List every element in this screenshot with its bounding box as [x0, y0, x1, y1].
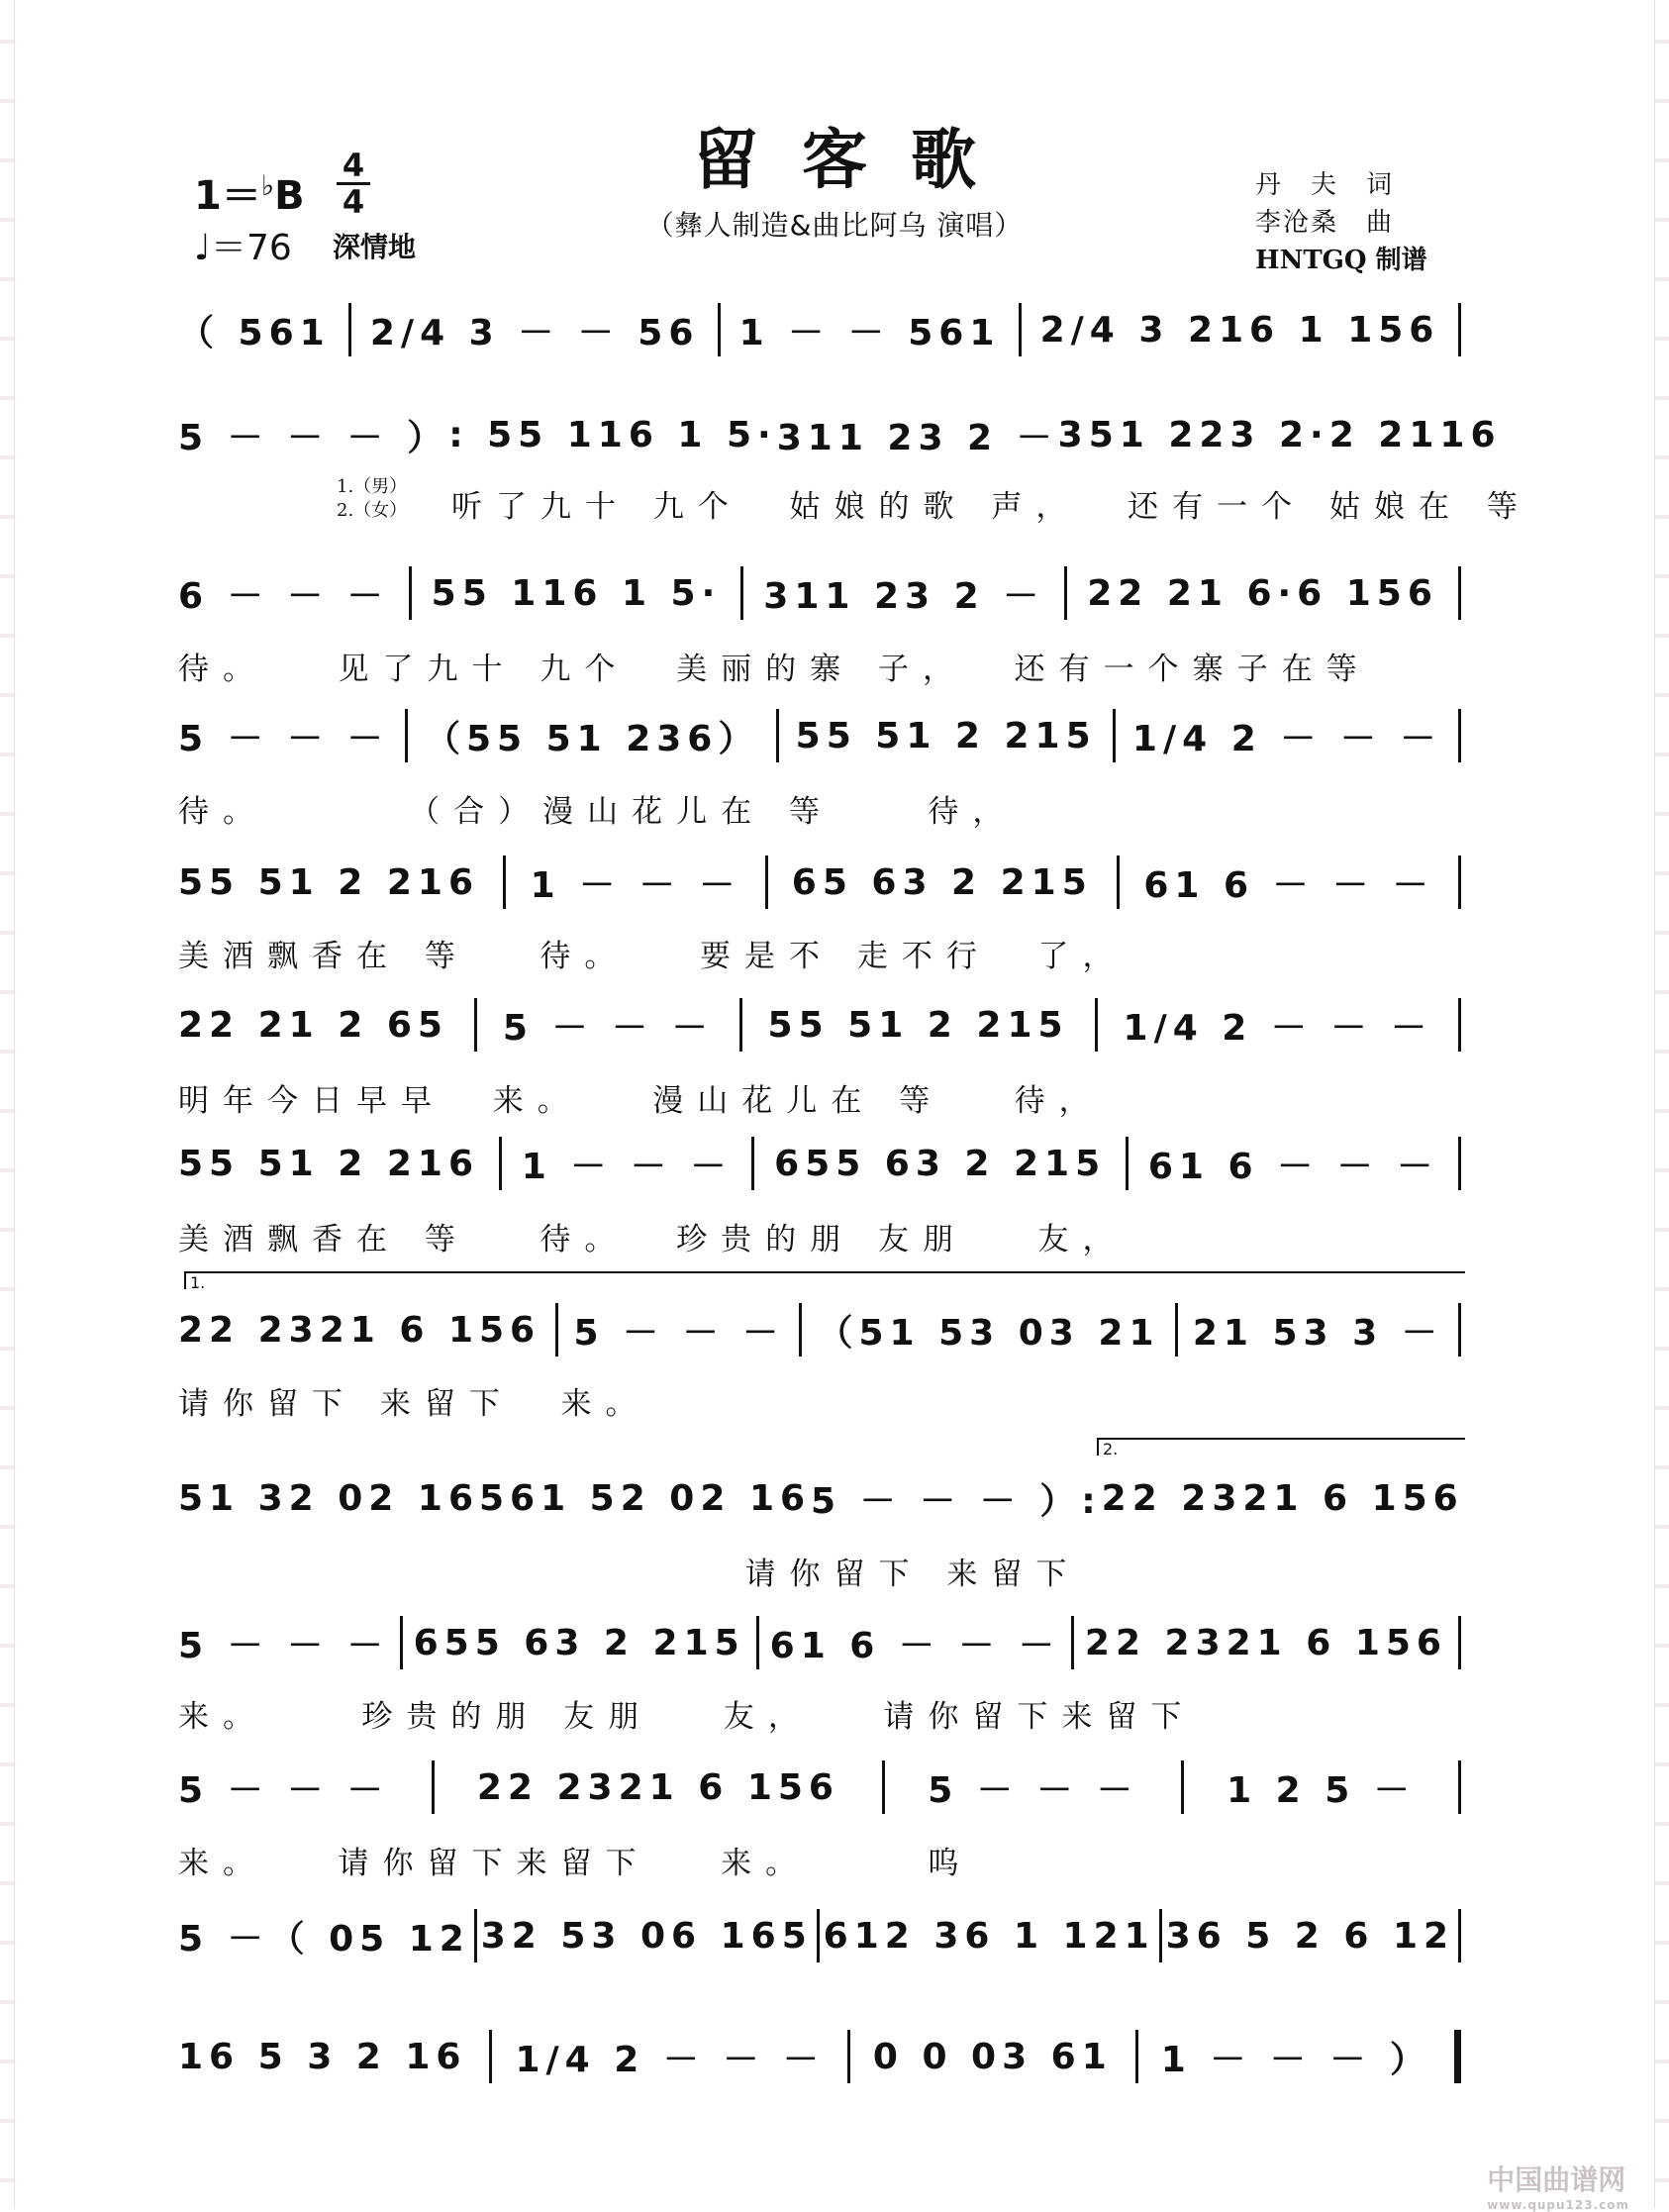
measure: 65 63 2 215	[791, 861, 1093, 903]
measure: 51 32 02 16	[178, 1477, 479, 1519]
composer-credit: 李沧桑 曲	[1255, 208, 1395, 238]
bar-line	[348, 303, 351, 356]
measure: 5 － － －	[573, 1312, 785, 1354]
bar-line	[718, 303, 721, 356]
measure: 5 －（ 05 12	[178, 1918, 470, 1960]
watermark-site: www.qupu123.com	[1487, 2198, 1629, 2212]
second-ending-label: 2.	[1103, 1440, 1119, 1458]
bar-line	[1113, 709, 1116, 762]
measure: 61 6 － － －	[1143, 864, 1434, 906]
time-top: 4	[342, 147, 365, 184]
time-bottom: 4	[342, 183, 365, 221]
staff-row-9	[178, 1473, 1464, 1523]
measure: 61 6 － － －	[769, 1625, 1060, 1666]
lyric-line-6: 明年今日早早 来。 漫山花儿在 等 待，	[178, 1083, 1104, 1119]
bar-line	[1458, 303, 1461, 356]
tempo-value: ＝76	[210, 228, 292, 268]
bar-line	[1159, 1909, 1162, 1962]
key-prefix: 1＝	[194, 173, 261, 219]
measure: 655 63 2 215	[413, 1622, 745, 1663]
tempo-marking	[194, 220, 292, 270]
bar-line	[503, 855, 506, 909]
measure: 22 2321 6 156	[476, 1766, 839, 1808]
bar-line	[409, 566, 412, 620]
bar-line	[756, 1616, 759, 1669]
bar-line	[474, 1909, 477, 1962]
staff-row-5	[178, 857, 1461, 907]
measure: （55 51 236）	[424, 718, 760, 759]
bar-line	[1458, 1137, 1461, 1190]
measure: 22 2321 6 156	[178, 1309, 541, 1351]
bar-line	[1458, 709, 1461, 762]
lyric-line-7: 美酒飘香在 等 待。 珍贵的朋 友朋 友，	[178, 1222, 1128, 1257]
bar-line	[751, 1137, 754, 1190]
lyricist-credit: 丹 夫 词	[1255, 170, 1395, 200]
bar-line	[1458, 566, 1461, 620]
staff-row-11	[178, 1762, 1461, 1812]
measure: : 55 116 1 5·	[448, 414, 777, 455]
measure: 1 － － 561	[738, 312, 1001, 353]
time-signature	[337, 147, 370, 221]
measure: 1 － － －	[530, 864, 741, 906]
staff-row-4	[178, 711, 1461, 760]
bar-line	[555, 1303, 558, 1357]
bar-line	[1458, 1303, 1461, 1357]
measure: 1/4 2 － － －	[1131, 718, 1442, 759]
bar-line	[1458, 1616, 1461, 1669]
measure: 55 51 2 215	[767, 1004, 1069, 1046]
notation-maker-credit: HNTGQ 制谱	[1255, 246, 1427, 275]
bar-line	[432, 1760, 435, 1814]
bar-line	[1181, 1760, 1184, 1814]
measure: 5 － － －	[178, 1769, 389, 1811]
bar-line	[740, 566, 743, 620]
measure: 22 2321 6 156	[1084, 1622, 1447, 1663]
staff-row-8	[178, 1305, 1461, 1355]
bar-line	[1458, 1760, 1461, 1814]
right-border-strip	[1654, 0, 1669, 2208]
left-border-strip	[0, 0, 15, 2208]
measure: 5 － － －	[178, 1625, 389, 1666]
measure: 2/4 3 － － 56	[369, 312, 700, 353]
measure: 311 23 2 －	[763, 575, 1045, 617]
measure: 5 － － － ）	[178, 417, 449, 458]
bar-line	[1135, 2030, 1138, 2083]
bar-line	[1458, 998, 1461, 1052]
measure: 1 － － －	[521, 1146, 733, 1187]
measure: 32 53 06 165	[480, 1915, 813, 1957]
measure: 5 － － －	[178, 718, 389, 759]
bar-line	[1126, 1137, 1129, 1190]
measure: 0 0 03 61	[872, 2036, 1113, 2077]
measure: （ 561	[178, 312, 331, 353]
bar-line	[799, 1303, 802, 1357]
lyric-line-5: 美酒飘香在 等 待。 要是不 走不行 了，	[178, 939, 1128, 974]
watermark-brand: 中国曲谱网	[1487, 2163, 1626, 2196]
measure: 1 2 5 －	[1227, 1769, 1416, 1811]
measure: 6 － － －	[178, 575, 389, 617]
performer-subtitle: （彝人制造&曲比阿乌 演唱）	[645, 209, 1024, 242]
staff-row-2	[178, 410, 1502, 459]
song-title: 留客歌	[693, 121, 1020, 198]
bar-line	[1454, 2030, 1461, 2083]
staff-row-10	[178, 1618, 1461, 1667]
measure: 55 51 2 216	[178, 1143, 479, 1184]
staff-row-3	[178, 568, 1461, 618]
measure: 55 116 1 5·	[431, 572, 722, 614]
measure: 1/4 2 － － －	[515, 2039, 825, 2080]
bar-line	[489, 2030, 492, 2083]
quarter-note-icon: ♩	[194, 228, 211, 268]
bar-line	[1095, 998, 1098, 1052]
measure: 55 51 2 215	[795, 715, 1097, 756]
staff-row-1	[178, 305, 1461, 354]
bar-line	[474, 998, 477, 1052]
bar-line	[400, 1616, 403, 1669]
bar-line	[817, 1909, 820, 1962]
verse-labels	[337, 475, 407, 523]
bar-line	[1175, 1303, 1178, 1357]
verse-2-label: 2.（女）	[337, 500, 408, 521]
bar-line	[499, 1137, 502, 1190]
key-signature	[194, 164, 305, 221]
measure: 1 － － － ）	[1160, 2039, 1431, 2080]
bar-line	[1117, 855, 1120, 909]
site-watermark	[1487, 2159, 1629, 2212]
staff-row-6	[178, 1000, 1461, 1050]
verse-1-label: 1.（男）	[337, 476, 408, 497]
measure: 1/4 2 － － －	[1123, 1007, 1432, 1049]
staff-row-13	[178, 2032, 1461, 2081]
bar-line	[882, 1760, 885, 1814]
first-ending-label: 1.	[190, 1273, 206, 1292]
bar-line	[776, 709, 779, 762]
measure: 5 － － － ）:	[811, 1480, 1102, 1522]
bar-line	[1064, 566, 1067, 620]
measure: 561 52 02 16	[479, 1477, 812, 1519]
lyric-line-11: 来。 请你留下来留下 来。 呜	[178, 1846, 973, 1881]
lyric-line-4: 待。 （合）漫山花儿在 等 待，	[178, 794, 1018, 830]
measure: 36 5 2 6 12	[1165, 1915, 1455, 1957]
bar-line	[1071, 1616, 1074, 1669]
measure: 55 51 2 216	[178, 861, 479, 903]
measure: 22 21 6·6 156	[1087, 572, 1438, 614]
bar-line	[1458, 1909, 1461, 1962]
bar-line	[765, 855, 768, 909]
staff-row-7	[178, 1139, 1461, 1188]
measure: 22 2321 6 156	[1101, 1477, 1464, 1519]
measure: 311 23 2 －	[776, 417, 1058, 458]
lyric-line-2: 听了九十 九个 姑娘的歌 声， 还有一个 姑娘在 等	[451, 489, 1531, 525]
measure: （51 53 03 21	[817, 1312, 1160, 1354]
measure: 351 223 2·2 2116	[1057, 414, 1502, 455]
key-note: B	[274, 173, 305, 219]
measure: 655 63 2 215	[774, 1143, 1107, 1184]
measure: 5 － － －	[502, 1007, 714, 1049]
lyric-line-3: 待。 见了九十 九个 美丽的寨 子， 还有一个寨子在等	[178, 652, 1371, 687]
bar-line	[1458, 855, 1461, 909]
lyric-line-9: 请你留下 来留下	[178, 1557, 1081, 1592]
lyric-line-10: 来。 珍贵的朋 友朋 友， 请你留下来留下	[178, 1699, 1196, 1735]
measure: 21 53 3 －	[1192, 1312, 1443, 1354]
expression-marking: 深情地	[333, 231, 417, 263]
bar-line	[1019, 303, 1022, 356]
bar-line	[847, 2030, 850, 2083]
measure: 61 6 － － －	[1147, 1146, 1439, 1187]
measure: 22 21 2 65	[178, 1004, 448, 1046]
measure: 612 36 1 121	[823, 1915, 1155, 1957]
measure: 2/4 3 216 1 156	[1039, 309, 1440, 351]
lyric-line-8: 请你留下 来留下 来。	[178, 1386, 650, 1422]
first-ending-bracket	[184, 1271, 1465, 1292]
bar-line	[739, 998, 742, 1052]
staff-row-12	[178, 1911, 1461, 1961]
flat-sign: ♭	[260, 169, 275, 202]
bar-line	[405, 709, 408, 762]
measure: 5 － － －	[928, 1769, 1138, 1811]
credits-block	[1255, 166, 1427, 279]
second-ending-bracket	[1097, 1438, 1465, 1456]
measure: 16 5 3 2 16	[178, 2036, 467, 2077]
